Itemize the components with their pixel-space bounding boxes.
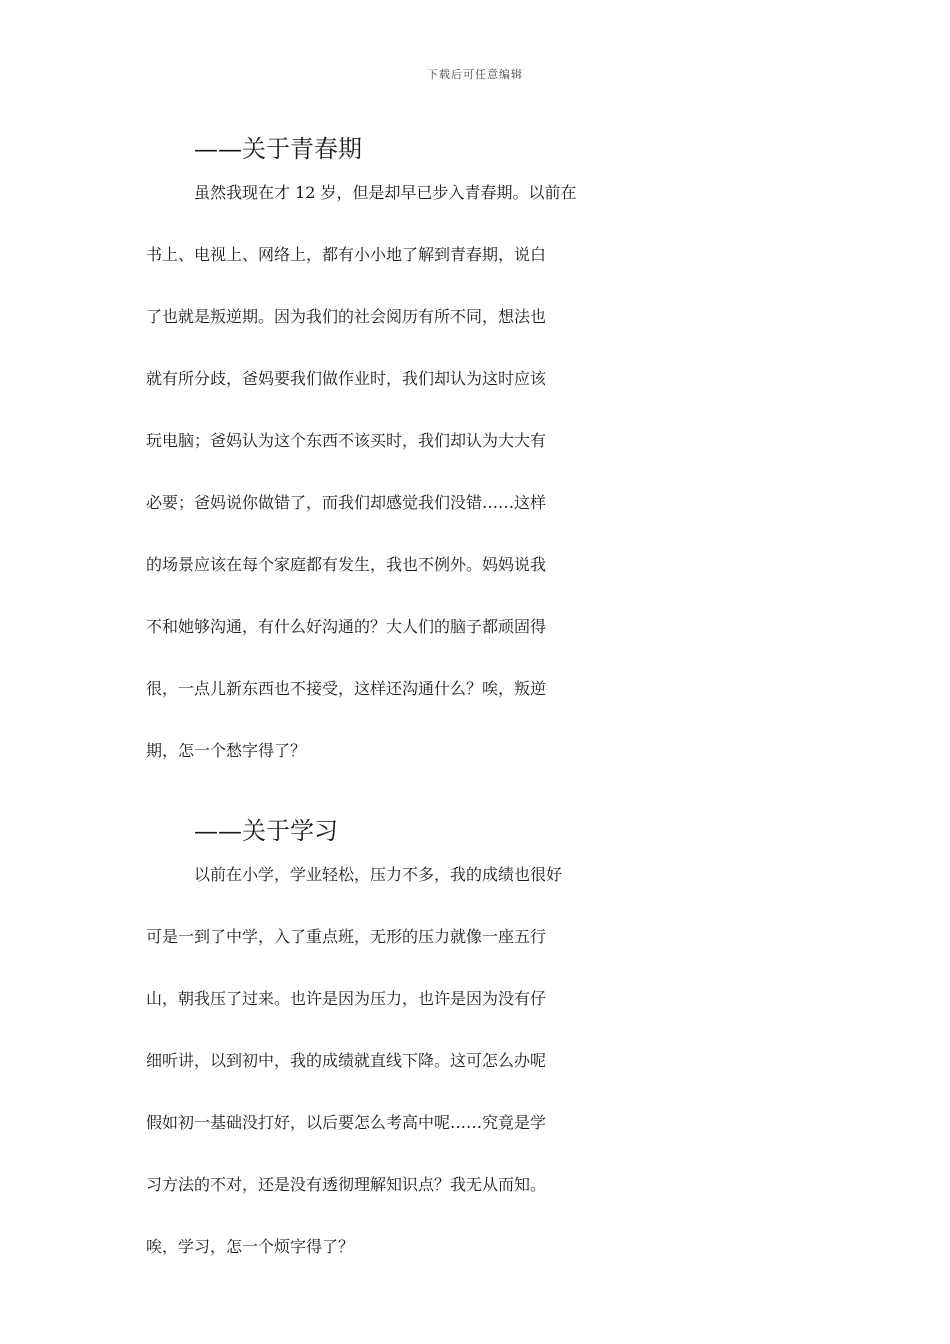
section-heading-study: ——关于学习 xyxy=(194,817,338,845)
text-line: 唉，学习，怎一个烦字得了？ xyxy=(146,1237,355,1256)
text-line: 期，怎一个愁字得了？ xyxy=(146,741,307,760)
text-line: 很，一点儿新东西也不接受，这样还沟通什么？唉，叛逆 xyxy=(146,679,547,698)
text-line: 就有所分歧，爸妈要我们做作业时，我们却认为这时应该 xyxy=(146,369,547,388)
text-line: 书上、电视上、网络上，都有小小地了解到青春期，说白 xyxy=(146,245,547,264)
text-line: 以前在小学，学业轻松，压力不多，我的成绩也很好 xyxy=(194,865,563,884)
section-heading-adolescence: ——关于青春期 xyxy=(194,135,362,163)
text-line: 假如初一基础没打好，以后要怎么考高中呢……究竟是学 xyxy=(146,1113,547,1132)
text-line: 可是一到了中学，入了重点班，无形的压力就像一座五行 xyxy=(146,927,547,946)
text-line: 必要；爸妈说你做错了，而我们却感觉我们没错……这样 xyxy=(146,493,547,512)
text-line: 细听讲，以到初中，我的成绩就直线下降。这可怎么办呢 xyxy=(146,1051,547,1070)
document-body xyxy=(146,118,810,1296)
text-line: 山，朝我压了过来。也许是因为压力，也许是因为没有仔 xyxy=(146,989,547,1008)
header-note: 下载后可任意编辑 xyxy=(427,68,523,81)
text-line: 不和她够沟通，有什么好沟通的？大人们的脑子都顽固得 xyxy=(146,617,547,636)
text-line: 习方法的不对，还是没有透彻理解知识点？我无从而知。 xyxy=(146,1175,547,1194)
paragraph-study xyxy=(146,862,810,1296)
text-line: 的场景应该在每个家庭都有发生，我也不例外。妈妈说我 xyxy=(146,555,547,574)
text-line: 了也就是叛逆期。因为我们的社会阅历有所不同，想法也 xyxy=(146,307,547,326)
text-line: 虽然我现在才 12 岁，但是却早已步入青春期。以前在 xyxy=(194,183,577,202)
paragraph-adolescence xyxy=(146,180,810,800)
text-line: 玩电脑；爸妈认为这个东西不该买时，我们却认为大大有 xyxy=(146,431,547,450)
